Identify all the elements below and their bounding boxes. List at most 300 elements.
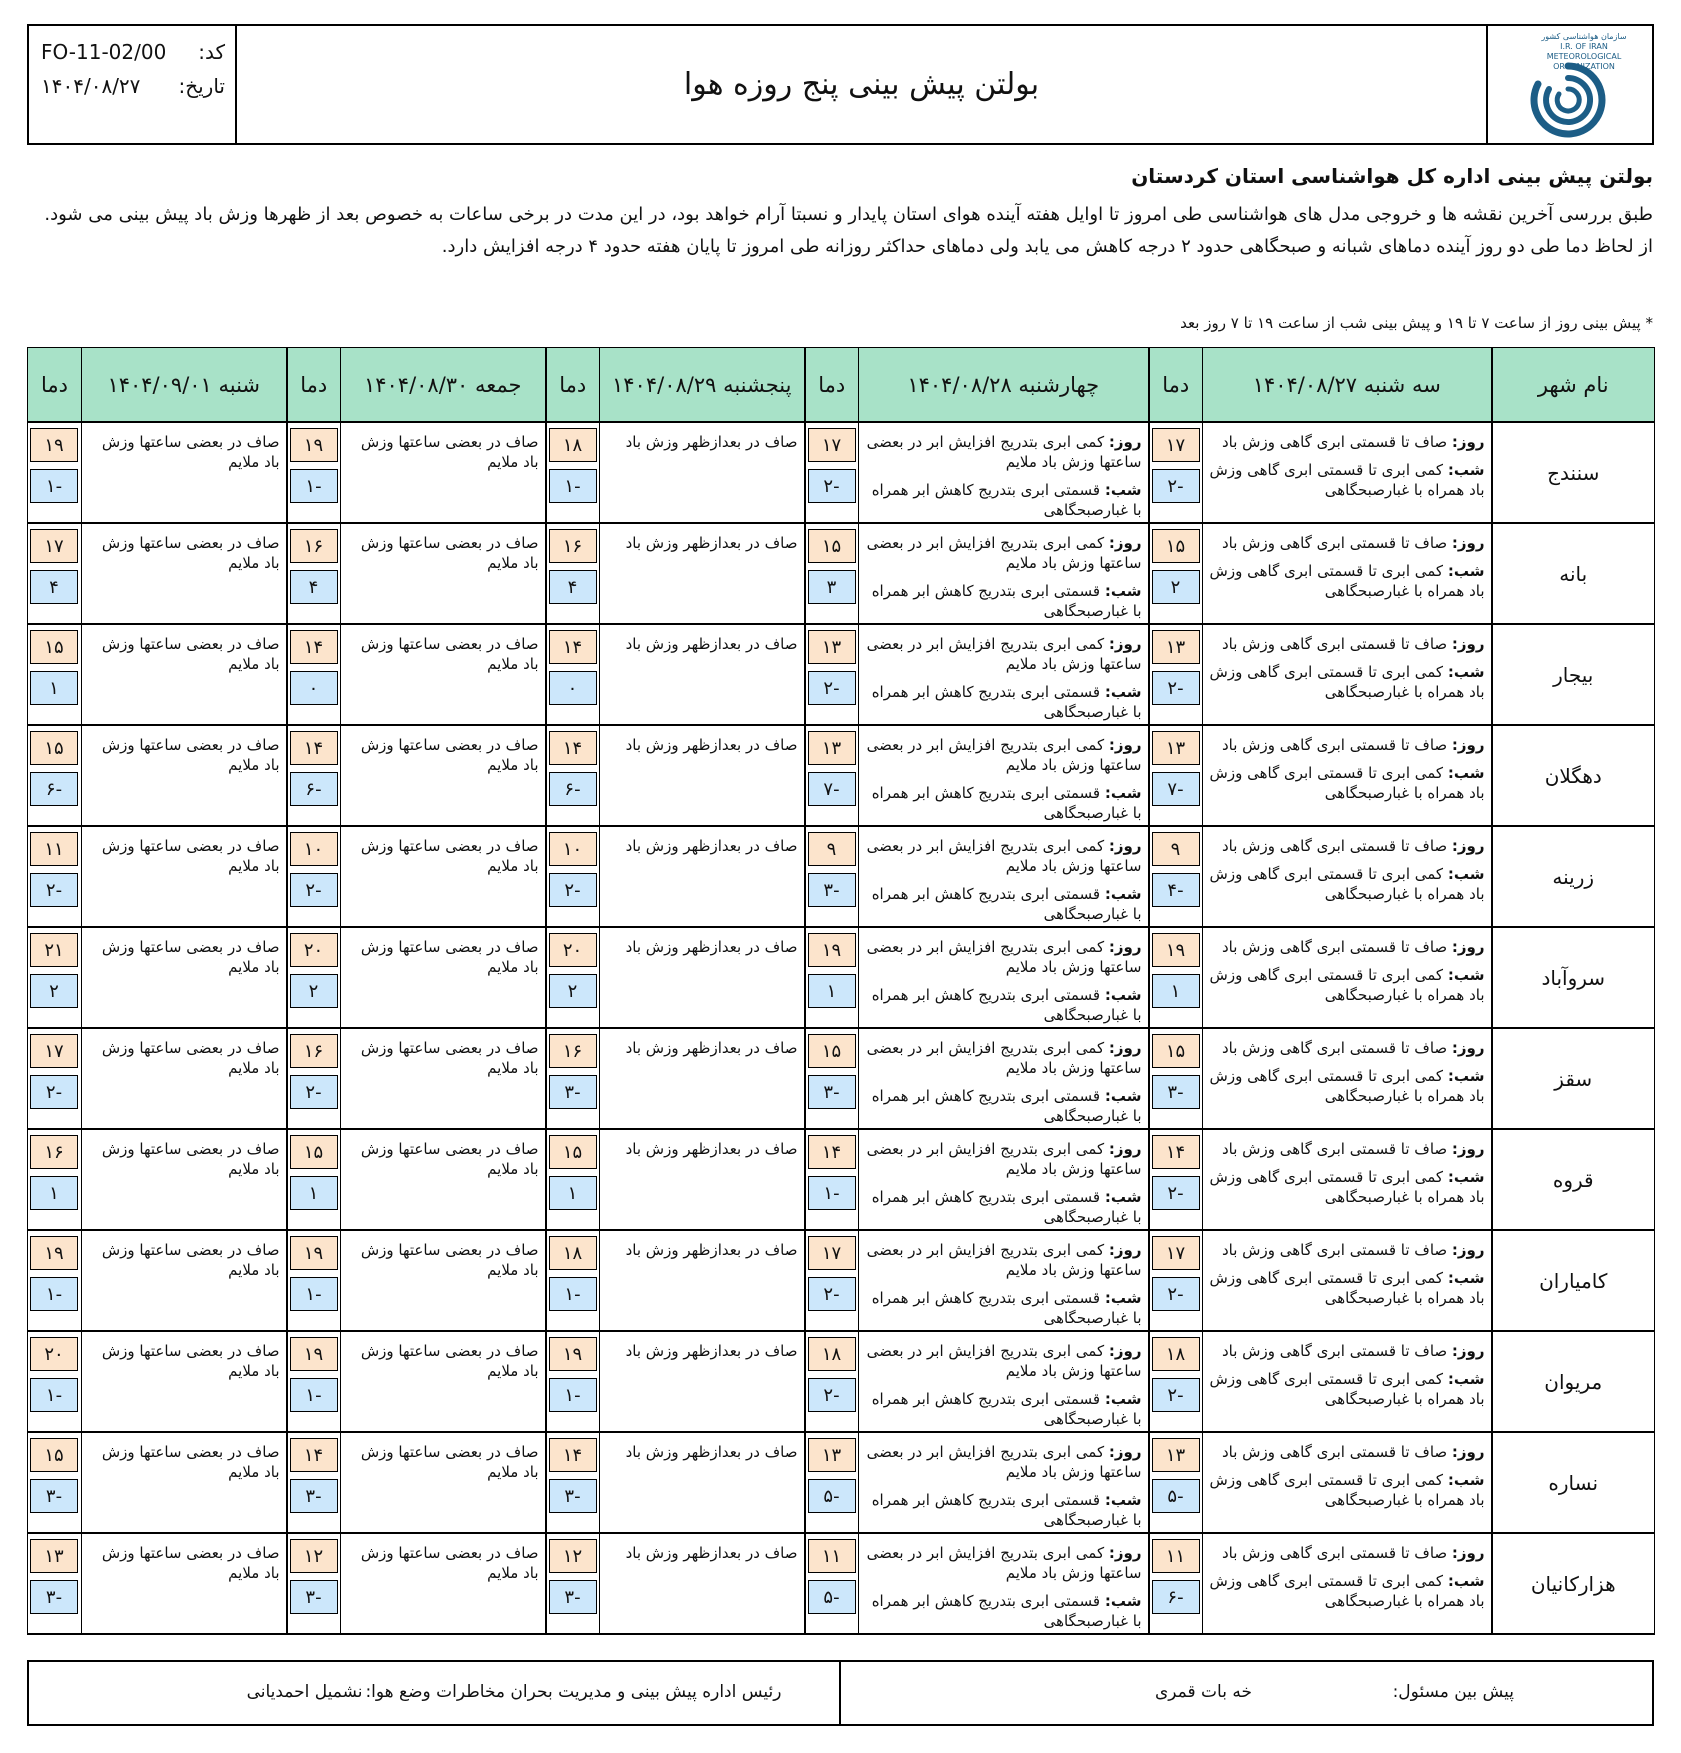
night-text: قسمتی ابری بتدریج کاهش ابر همراه با غبارصبحگاهی [871, 1592, 1142, 1630]
forecast-description [600, 524, 804, 553]
night-prefix: شب: [1104, 784, 1142, 802]
city-name: نساره [1492, 1432, 1655, 1533]
day-text: صاف تا قسمتی ابری گاهی وزش باد [1221, 736, 1448, 754]
forecast-description [341, 524, 545, 573]
night-text: قسمتی ابری بتدریج کاهش ابر همراه با غبارصبحگاهی [871, 1087, 1142, 1125]
city-header: نام شهر [1492, 348, 1655, 423]
day-text: صاف تا قسمتی ابری گاهی وزش باد [1221, 534, 1448, 552]
forecast-text: صاف در بعضی ساعتها وزش باد ملایم [360, 1241, 539, 1279]
max-temp: ۱۶ [290, 1034, 338, 1068]
forecast-text: صاف در بعضی ساعتها وزش باد ملایم [360, 1140, 539, 1178]
date-label: تاریخ: [178, 74, 225, 98]
night-text: کمی ابری تا قسمتی ابری گاهی وزش باد همراه با غبارصبحگاهی [1209, 1269, 1485, 1307]
min-temp: ۰ [290, 671, 338, 705]
day-text: کمی ابری بتدریج افزایش ابر در بعضی ساعتها وزش باد ملایم [866, 938, 1142, 976]
day-prefix: روز: [1451, 938, 1485, 956]
forecast-description [82, 827, 286, 876]
day-forecast-4 [341, 1129, 546, 1230]
temperature-cell-5 [28, 1432, 82, 1533]
chief-label: رئیس اداره پیش بینی و مدیریت بحران مخاطرات وضع هوا: [365, 1682, 782, 1702]
city-name: سنندج [1492, 422, 1655, 523]
forecast-description [82, 1433, 286, 1482]
forecast-text: صاف در بعضی ساعتها وزش باد ملایم [101, 736, 280, 774]
chief-name: نشمیل احمدیانی [246, 1682, 363, 1702]
min-temp: ۱ [549, 1176, 597, 1210]
max-temp: ۱۵ [30, 731, 78, 765]
night-prefix: شب: [1104, 986, 1142, 1004]
forecast-description [82, 625, 286, 674]
chief-block [29, 1662, 841, 1724]
day-forecast-1 [1203, 1331, 1492, 1432]
min-temp: -۱ [549, 469, 597, 503]
day-text: صاف تا قسمتی ابری گاهی وزش باد [1221, 635, 1448, 653]
min-temp: -۱ [808, 1176, 856, 1210]
min-temp: ۴ [290, 570, 338, 604]
forecast-description [600, 1231, 804, 1260]
forecast-description [1203, 1433, 1491, 1510]
max-temp: ۱۰ [290, 832, 338, 866]
temperature-cell-4 [287, 826, 341, 927]
city-name: بانه [1492, 523, 1655, 624]
forecast-text: صاف در بعضی ساعتها وزش باد ملایم [360, 433, 539, 471]
forecast-description [1203, 827, 1491, 904]
min-temp: -۱ [290, 1378, 338, 1412]
max-temp: ۱۴ [290, 1438, 338, 1472]
max-temp: ۱۴ [290, 731, 338, 765]
min-temp: -۱ [549, 1378, 597, 1412]
day-forecast-3 [600, 1331, 805, 1432]
forecast-description [859, 625, 1148, 722]
max-temp: ۱۸ [549, 1236, 597, 1270]
city-name: بیجار [1492, 624, 1655, 725]
night-text: کمی ابری تا قسمتی ابری گاهی وزش باد همراه با غبارصبحگاهی [1209, 461, 1485, 499]
day-prefix: روز: [1108, 1443, 1142, 1461]
day-forecast-5 [82, 1129, 287, 1230]
day-header-5: شنبه ۱۴۰۴/۰۹/۰۱ [82, 348, 287, 423]
day-forecast-4 [341, 1028, 546, 1129]
max-temp: ۱۹ [290, 1337, 338, 1371]
day-forecast-4 [341, 1432, 546, 1533]
forecast-text: صاف در بعضی ساعتها وزش باد ملایم [101, 1039, 280, 1077]
min-temp: -۱ [30, 469, 78, 503]
temperature-cell-5 [28, 725, 82, 826]
night-forecast-text [1207, 1167, 1485, 1207]
temperature-cell-2 [805, 422, 859, 523]
day-forecast-text [1207, 1543, 1485, 1563]
forecast-description [82, 1029, 286, 1078]
max-temp: ۱۴ [290, 630, 338, 664]
signature-footer [27, 1660, 1654, 1726]
night-forecast-text [863, 1389, 1142, 1429]
night-text: کمی ابری تا قسمتی ابری گاهی وزش باد همراه با غبارصبحگاهی [1209, 1067, 1485, 1105]
day-forecast-2 [859, 523, 1149, 624]
forecast-description [600, 1433, 804, 1462]
max-temp: ۱۴ [549, 630, 597, 664]
day-prefix: روز: [1451, 534, 1485, 552]
table-row [28, 1331, 1655, 1432]
night-forecast-text [1207, 965, 1485, 1005]
forecast-text: صاف در بعضی ساعتها وزش باد ملایم [101, 433, 280, 471]
night-prefix: شب: [1447, 764, 1485, 782]
forecast-text: صاف در بعضی ساعتها وزش باد ملایم [360, 736, 539, 774]
night-text: کمی ابری تا قسمتی ابری گاهی وزش باد همراه با غبارصبحگاهی [1209, 663, 1485, 701]
night-prefix: شب: [1104, 1188, 1142, 1206]
forecast-description [1203, 1029, 1491, 1106]
temperature-cell-3 [546, 422, 600, 523]
max-temp: ۱۵ [1152, 1034, 1200, 1068]
day-header-1: سه شنبه ۱۴۰۴/۰۸/۲۷ [1203, 348, 1492, 423]
forecast-text: صاف در بعدازظهر وزش باد [625, 1443, 798, 1461]
date-value: ۱۴۰۴/۰۸/۲۷ [41, 74, 141, 98]
table-header-row [28, 348, 1655, 423]
day-forecast-text [863, 533, 1142, 573]
day-text: کمی ابری بتدریج افزایش ابر در بعضی ساعتها وزش باد ملایم [866, 1342, 1142, 1380]
day-forecast-3 [600, 422, 805, 523]
max-temp: ۱۸ [808, 1337, 856, 1371]
night-prefix: شب: [1447, 1370, 1485, 1388]
forecast-description [859, 928, 1148, 1025]
night-prefix: شب: [1104, 1390, 1142, 1408]
min-temp: -۳ [549, 1075, 597, 1109]
night-prefix: شب: [1104, 1491, 1142, 1509]
day-forecast-1 [1203, 1533, 1492, 1634]
forecast-description [341, 928, 545, 977]
day-prefix: روز: [1451, 1443, 1485, 1461]
night-forecast-text [1207, 1369, 1485, 1409]
min-temp: -۵ [808, 1580, 856, 1614]
logo-cell [1486, 26, 1652, 143]
forecast-description [341, 726, 545, 775]
day-forecast-3 [600, 927, 805, 1028]
day-text: کمی ابری بتدریج افزایش ابر در بعضی ساعتها وزش باد ملایم [866, 534, 1142, 572]
forecast-description [1203, 1130, 1491, 1207]
forecast-text: صاف در بعضی ساعتها وزش باد ملایم [101, 1241, 280, 1279]
min-temp: -۱ [290, 469, 338, 503]
day-forecast-text [1207, 735, 1485, 755]
day-prefix: روز: [1451, 736, 1485, 754]
temperature-cell-4 [287, 1028, 341, 1129]
forecast-description [600, 726, 804, 755]
day-prefix: روز: [1108, 938, 1142, 956]
temperature-cell-1 [1149, 1432, 1203, 1533]
min-temp: -۷ [808, 772, 856, 806]
min-temp: -۶ [1152, 1580, 1200, 1614]
max-temp: ۱۵ [549, 1135, 597, 1169]
temperature-cell-2 [805, 725, 859, 826]
max-temp: ۱۳ [1152, 630, 1200, 664]
night-prefix: شب: [1447, 1471, 1485, 1489]
forecast-description [859, 1130, 1148, 1227]
temperature-cell-5 [28, 523, 82, 624]
temperature-cell-1 [1149, 624, 1203, 725]
day-forecast-5 [82, 1230, 287, 1331]
forecast-description [82, 726, 286, 775]
max-temp: ۱۳ [808, 630, 856, 664]
day-forecast-2 [859, 1432, 1149, 1533]
forecast-text: صاف در بعضی ساعتها وزش باد ملایم [101, 1140, 280, 1178]
table-row [28, 826, 1655, 927]
temperature-cell-1 [1149, 826, 1203, 927]
day-text: صاف تا قسمتی ابری گاهی وزش باد [1221, 1443, 1448, 1461]
max-temp: ۱۱ [1152, 1539, 1200, 1573]
day-forecast-2 [859, 624, 1149, 725]
day-forecast-text [863, 1038, 1142, 1078]
min-temp: -۲ [290, 1075, 338, 1109]
day-header-4: جمعه ۱۴۰۴/۰۸/۳۰ [341, 348, 546, 423]
night-forecast-text [863, 985, 1142, 1025]
forecast-description [341, 1433, 545, 1482]
night-forecast-text [1207, 763, 1485, 803]
min-temp: ۱ [1152, 974, 1200, 1008]
logo-text-3: ORGANIZATION [1553, 62, 1615, 71]
night-forecast-text [1207, 1470, 1485, 1510]
day-forecast-2 [859, 1533, 1149, 1634]
day-forecast-2 [859, 826, 1149, 927]
temperature-cell-4 [287, 523, 341, 624]
min-temp: -۱ [30, 1277, 78, 1311]
forecast-text: صاف در بعضی ساعتها وزش باد ملایم [101, 837, 280, 875]
night-text: قسمتی ابری بتدریج کاهش ابر همراه با غبارصبحگاهی [871, 986, 1142, 1024]
temperature-cell-1 [1149, 725, 1203, 826]
day-text: صاف تا قسمتی ابری گاهی وزش باد [1221, 1039, 1448, 1057]
forecast-text: صاف در بعدازظهر وزش باد [625, 635, 798, 653]
max-temp: ۱۰ [549, 832, 597, 866]
night-text: قسمتی ابری بتدریج کاهش ابر همراه با غبارصبحگاهی [871, 1188, 1142, 1226]
max-temp: ۱۹ [549, 1337, 597, 1371]
city-name: سقز [1492, 1028, 1655, 1129]
day-forecast-1 [1203, 1432, 1492, 1533]
min-temp: -۱ [290, 1277, 338, 1311]
temperature-cell-4 [287, 422, 341, 523]
forecast-text: صاف در بعدازظهر وزش باد [625, 837, 798, 855]
forecast-text: صاف در بعضی ساعتها وزش باد ملایم [360, 837, 539, 875]
night-prefix: شب: [1447, 562, 1485, 580]
temperature-cell-3 [546, 1230, 600, 1331]
day-forecast-1 [1203, 624, 1492, 725]
temp-header-2: دما [805, 348, 859, 423]
max-temp: ۱۷ [30, 1034, 78, 1068]
night-text: قسمتی ابری بتدریج کاهش ابر همراه با غبارصبحگاهی [871, 1289, 1142, 1327]
forecast-text: صاف در بعضی ساعتها وزش باد ملایم [101, 938, 280, 976]
temperature-cell-1 [1149, 1230, 1203, 1331]
temperature-cell-1 [1149, 927, 1203, 1028]
night-prefix: شب: [1104, 481, 1142, 499]
forecast-text: صاف در بعدازظهر وزش باد [625, 1039, 798, 1057]
day-text: کمی ابری بتدریج افزایش ابر در بعضی ساعتها وزش باد ملایم [866, 1241, 1142, 1279]
code-value: FO-11-02/00 [41, 40, 167, 64]
night-forecast-text [1207, 1571, 1485, 1611]
night-forecast-text [1207, 864, 1485, 904]
forecast-description [341, 827, 545, 876]
forecast-description [341, 1231, 545, 1280]
table-row [28, 1432, 1655, 1533]
max-temp: ۱۶ [30, 1135, 78, 1169]
forecast-summary: طبق بررسی آخرین نقشه ها و خروجی مدل های هواشناسی طی امروز تا اوایل هفته آینده هوای استان پایدار و نسبتا آرام خواهد بود، در این مدت در برخی ساعات به خصوص بعد از ظهرها وزش باد پیش بینی می شود. [44, 204, 1653, 225]
day-forecast-4 [341, 927, 546, 1028]
night-prefix: شب: [1447, 663, 1485, 681]
forecast-description [1203, 625, 1491, 702]
day-forecast-3 [600, 624, 805, 725]
forecast-table-body [28, 422, 1655, 1634]
night-prefix: شب: [1104, 1087, 1142, 1105]
day-forecast-5 [82, 725, 287, 826]
day-forecast-5 [82, 1028, 287, 1129]
day-forecast-2 [859, 927, 1149, 1028]
table-row [28, 624, 1655, 725]
day-prefix: روز: [1451, 1544, 1485, 1562]
day-text: کمی ابری بتدریج افزایش ابر در بعضی ساعتها وزش باد ملایم [866, 1140, 1142, 1178]
forecast-text: صاف در بعضی ساعتها وزش باد ملایم [360, 635, 539, 673]
day-forecast-5 [82, 624, 287, 725]
temperature-cell-3 [546, 624, 600, 725]
forecast-text: صاف در بعدازظهر وزش باد [625, 1544, 798, 1562]
night-text: قسمتی ابری بتدریج کاهش ابر همراه با غبارصبحگاهی [871, 1491, 1142, 1529]
max-temp: ۲۰ [549, 933, 597, 967]
max-temp: ۱۳ [1152, 731, 1200, 765]
day-forecast-4 [341, 523, 546, 624]
day-forecast-text [1207, 1442, 1485, 1462]
forecast-text: صاف در بعدازظهر وزش باد [625, 433, 798, 451]
day-forecast-4 [341, 1230, 546, 1331]
forecast-description [600, 1130, 804, 1159]
temperature-cell-5 [28, 826, 82, 927]
min-temp: -۶ [30, 772, 78, 806]
night-text: قسمتی ابری بتدریج کاهش ابر همراه با غبارصبحگاهی [871, 481, 1142, 519]
day-forecast-text [1207, 1038, 1485, 1058]
night-text: کمی ابری تا قسمتی ابری گاهی وزش باد همراه با غبارصبحگاهی [1209, 966, 1485, 1004]
temperature-cell-2 [805, 1230, 859, 1331]
day-forecast-2 [859, 1129, 1149, 1230]
day-text: کمی ابری بتدریج افزایش ابر در بعضی ساعتها وزش باد ملایم [866, 1443, 1142, 1481]
logo-text-2: METEOROLOGICAL [1546, 52, 1622, 61]
max-temp: ۱۷ [1152, 428, 1200, 462]
day-prefix: روز: [1451, 1140, 1485, 1158]
forecast-description [82, 524, 286, 573]
city-name: کامیاران [1492, 1230, 1655, 1331]
night-forecast-text [863, 884, 1142, 924]
temp-header-3: دما [546, 348, 600, 423]
day-forecast-2 [859, 1028, 1149, 1129]
forecast-text: صاف در بعضی ساعتها وزش باد ملایم [101, 1544, 280, 1582]
day-forecast-3 [600, 1230, 805, 1331]
temperature-cell-4 [287, 1331, 341, 1432]
temperature-cell-3 [546, 1028, 600, 1129]
day-text: کمی ابری بتدریج افزایش ابر در بعضی ساعتها وزش باد ملایم [866, 635, 1142, 673]
min-temp: -۴ [1152, 873, 1200, 907]
min-temp: -۱ [549, 1277, 597, 1311]
min-temp: -۶ [549, 772, 597, 806]
min-temp: ۱ [30, 1176, 78, 1210]
temperature-cell-5 [28, 1129, 82, 1230]
max-temp: ۱۴ [1152, 1135, 1200, 1169]
forecast-text: صاف در بعضی ساعتها وزش باد ملایم [101, 534, 280, 572]
forecast-table [27, 347, 1655, 1635]
city-name: زرینه [1492, 826, 1655, 927]
max-temp: ۹ [1152, 832, 1200, 866]
night-text: کمی ابری تا قسمتی ابری گاهی وزش باد همراه با غبارصبحگاهی [1209, 1168, 1485, 1206]
temperature-cell-5 [28, 624, 82, 725]
max-temp: ۱۹ [1152, 933, 1200, 967]
forecast-text: صاف در بعدازظهر وزش باد [625, 1342, 798, 1360]
night-text: قسمتی ابری بتدریج کاهش ابر همراه با غبارصبحگاهی [871, 885, 1142, 923]
min-temp: ۴ [549, 570, 597, 604]
forecast-description [1203, 524, 1491, 601]
temperature-cell-4 [287, 1230, 341, 1331]
day-forecast-1 [1203, 422, 1492, 523]
forecast-description [1203, 928, 1491, 1005]
forecast-description [600, 625, 804, 654]
table-row [28, 1028, 1655, 1129]
night-forecast-text [863, 1086, 1142, 1126]
day-forecast-text [1207, 1139, 1485, 1159]
forecast-description [859, 423, 1148, 520]
night-prefix: شب: [1104, 885, 1142, 903]
day-forecast-3 [600, 1432, 805, 1533]
forecast-description [1203, 1231, 1491, 1308]
night-forecast-text [863, 1187, 1142, 1227]
max-temp: ۱۸ [1152, 1337, 1200, 1371]
day-forecast-2 [859, 1331, 1149, 1432]
temperature-cell-2 [805, 1331, 859, 1432]
day-forecast-text [863, 836, 1142, 876]
day-text: صاف تا قسمتی ابری گاهی وزش باد [1221, 1342, 1448, 1360]
max-temp: ۱۳ [808, 1438, 856, 1472]
temperature-cell-1 [1149, 1129, 1203, 1230]
forecast-description [1203, 726, 1491, 803]
city-name: قروه [1492, 1129, 1655, 1230]
max-temp: ۱۳ [30, 1539, 78, 1573]
forecast-description [82, 1534, 286, 1583]
table-row [28, 1533, 1655, 1634]
day-forecast-5 [82, 927, 287, 1028]
day-forecast-text [863, 432, 1142, 472]
night-forecast-text [1207, 1066, 1485, 1106]
min-temp: -۳ [290, 1580, 338, 1614]
code-row [41, 40, 225, 64]
forecast-description [859, 1534, 1148, 1631]
temperature-cell-2 [805, 1432, 859, 1533]
forecast-description [600, 928, 804, 957]
day-prefix: روز: [1108, 1140, 1142, 1158]
forecast-description [341, 1130, 545, 1179]
night-prefix: شب: [1447, 461, 1485, 479]
night-text: قسمتی ابری بتدریج کاهش ابر همراه با غبارصبحگاهی [871, 582, 1142, 620]
max-temp: ۱۵ [808, 1034, 856, 1068]
forecast-description [859, 726, 1148, 823]
night-forecast-text [863, 480, 1142, 520]
min-temp: -۲ [808, 469, 856, 503]
day-forecast-text [863, 1240, 1142, 1280]
day-forecast-5 [82, 1432, 287, 1533]
max-temp: ۱۵ [30, 1438, 78, 1472]
night-prefix: شب: [1104, 1592, 1142, 1610]
min-temp: -۲ [1152, 671, 1200, 705]
min-temp: -۲ [1152, 1378, 1200, 1412]
day-text: صاف تا قسمتی ابری گاهی وزش باد [1221, 837, 1448, 855]
forecast-text: صاف در بعدازظهر وزش باد [625, 1241, 798, 1259]
night-text: قسمتی ابری بتدریج کاهش ابر همراه با غبارصبحگاهی [871, 1390, 1142, 1428]
min-temp: -۲ [1152, 1277, 1200, 1311]
day-forecast-2 [859, 1230, 1149, 1331]
max-temp: ۱۷ [808, 428, 856, 462]
day-text: صاف تا قسمتی ابری گاهی وزش باد [1221, 1544, 1448, 1562]
night-prefix: شب: [1104, 582, 1142, 600]
forecast-description [1203, 423, 1491, 500]
forecast-text: صاف در بعضی ساعتها وزش باد ملایم [360, 1342, 539, 1380]
meta-cell [29, 26, 235, 143]
day-forecast-1 [1203, 826, 1492, 927]
night-text: قسمتی ابری بتدریج کاهش ابر همراه با غبارصبحگاهی [871, 784, 1142, 822]
